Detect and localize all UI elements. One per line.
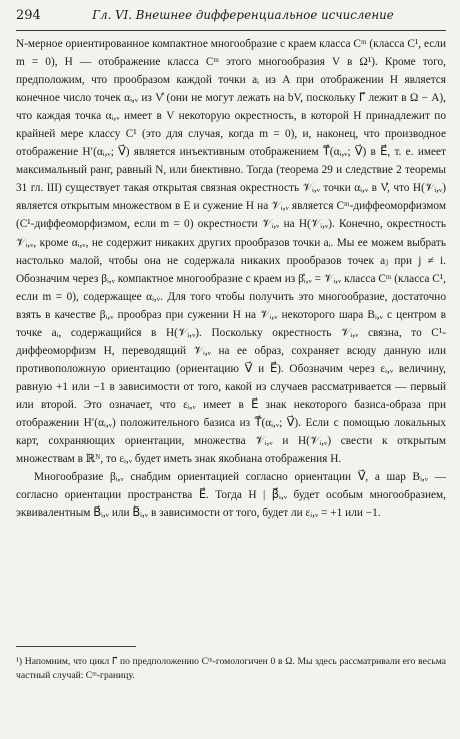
footnote-divider <box>16 646 136 647</box>
body-text <box>16 35 446 522</box>
paragraph-main: N-мерное ориентированное компактное многообразие с краем класса Cᵐ (класса C¹, если m = 0), H — отображение класса Cᵐ этого многообразия V в Ω¹). Кроме того, предположим, что прообразом каждой точки aᵢ из A при отображении H является конечное число точек αᵢ,ᵥ из V̊ (они не могут лежать на bV, поскольку Γ⃗ лежит в Ω − A), что каждая точка αᵢ,ᵥ имеет в V некоторую окрестность, в которой H принадлежит по крайней мере классу C¹ (это для случая, когда m = 0), и, наконец, что производное отображение H′(αᵢ,ᵥ; V⃗) является инъективным отображением T⃗(αᵢ,ᵥ; V⃗) в E⃗, т. е. имеет максимальный ранг, равный N, или биективно. Тогда (теорема 29 и следствие 2 теоремы 31 гл. III) существует такая открытая связная окрестность 𝒱ᵢ,ᵥ точки αᵢ,ᵥ в V̊, что H(𝒱ᵢ,ᵥ) является открытым множеством в E и сужение H на 𝒱ᵢ,ᵥ является Cᵐ-диффеоморфизмом (C¹-диффеоморфизмом, если m = 0) окрестности 𝒱ᵢ,ᵥ на H(𝒱ᵢ,ᵥ). Конечно, окрестность 𝒱ᵢ,ᵥ, кроме αᵢ,ᵥ, не содержит никаких других прообразов точки aᵢ. Мы ее можем выбрать настолько малой, чтобы она не содержала никаких прообразов точек aⱼ при j ≠ i. Обозначим через βᵢ,ᵥ компактное многообразие с краем из β̊ᵢ,ᵥ = 𝒱ᵢ,ᵥ класса Cᵐ (класса C¹, если m = 0), содержащее αᵢ,ᵥ. Для того чтобы получить это многообразие, достаточно взять в качестве βᵢ,ᵥ прообраз при сужении H на 𝒱ᵢ,ᵥ некоторого шара Bᵢ,ᵥ с центром в точке aᵢ, содержащийся в H(𝒱ᵢ,ᵥ). Поскольку окрестность 𝒱ᵢ,ᵥ связна, то C¹-диффеоморфизм H, переводящий 𝒱ᵢ,ᵥ на ее образ, сохраняет всюду данную или противоположную ориентацию (ориентацию V⃗ и E⃗). Обозначим через εᵢ,ᵥ величину, равную +1 или −1 в зависимости от того, какой из случаев рассматривается — первый или второй. Это означает, что εᵢ,ᵥ имеет в E⃗ знак некоторого базиса-образа при отображении H′(αᵢ,ᵥ) положительного базиса из T⃗(αᵢ,ᵥ; V⃗). Если с помощью локальных карт, сохраняющих ориентации, множества 𝒱ᵢ,ᵥ и H(𝒱ᵢ,ᵥ) свести к открытым множествам в ℝᴺ, то εᵢ,ᵥ будет иметь знак якобиана отображения H. <box>16 38 446 466</box>
page-header <box>16 8 446 31</box>
page-number: 294 <box>16 8 41 23</box>
running-title: Гл. VI. Внешнее дифференциальное исчисление <box>92 8 394 22</box>
paragraph-orientation: Многообразие βᵢ,ᵥ снабдим ориентацией согласно ориентации V⃗, а шар Bᵢ,ᵥ — согласно ориентации пространства E⃗. Тогда H | β⃗ᵢ,ᵥ будет особым многообразием, эквивалентным B⃗ᵢ,ᵥ или B⃖ᵢ,ᵥ в зависимости от того, будет ли εᵢ,ᵥ = +1 или −1. <box>16 471 446 520</box>
footnote: ¹) Напомним, что цикл Γ⃗ по предположению Cᵐ-гомологичен 0 в Ω. Мы здесь рассматривали его весьма частный случай: Cᵐ-границу. <box>16 656 446 681</box>
